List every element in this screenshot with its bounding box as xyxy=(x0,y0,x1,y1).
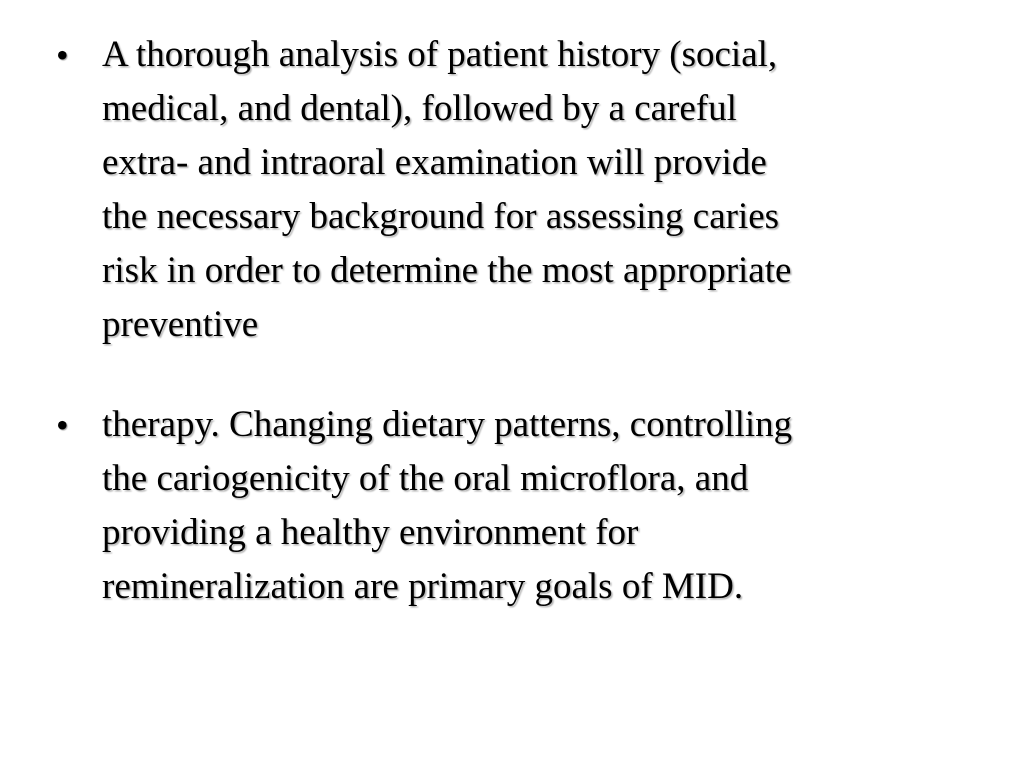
bullet-item-1 xyxy=(56,28,976,352)
text-line: medical, and dental), followed by a careful xyxy=(102,88,737,129)
bullet-icon: • xyxy=(56,405,69,445)
text-line: therapy. Changing dietary patterns, controlling xyxy=(102,404,793,445)
text-line: the necessary background for assessing caries xyxy=(102,196,780,237)
bullet-item-2 xyxy=(56,398,976,614)
bullet-list xyxy=(56,28,976,660)
bullet-icon: • xyxy=(56,35,69,75)
text-line: remineralization are primary goals of MID. xyxy=(102,566,744,607)
text-line: extra- and intraoral examination will provide xyxy=(102,142,767,183)
text-line: preventive xyxy=(102,304,259,345)
text-line: providing a healthy environment for xyxy=(102,512,639,553)
bullet-text xyxy=(102,398,976,614)
text-line: the cariogenicity of the oral microflora, and xyxy=(102,458,749,499)
text-line: risk in order to determine the most appropriate xyxy=(102,250,792,291)
text-line: A thorough analysis of patient history (social, xyxy=(102,34,778,75)
bullet-text xyxy=(102,28,976,352)
